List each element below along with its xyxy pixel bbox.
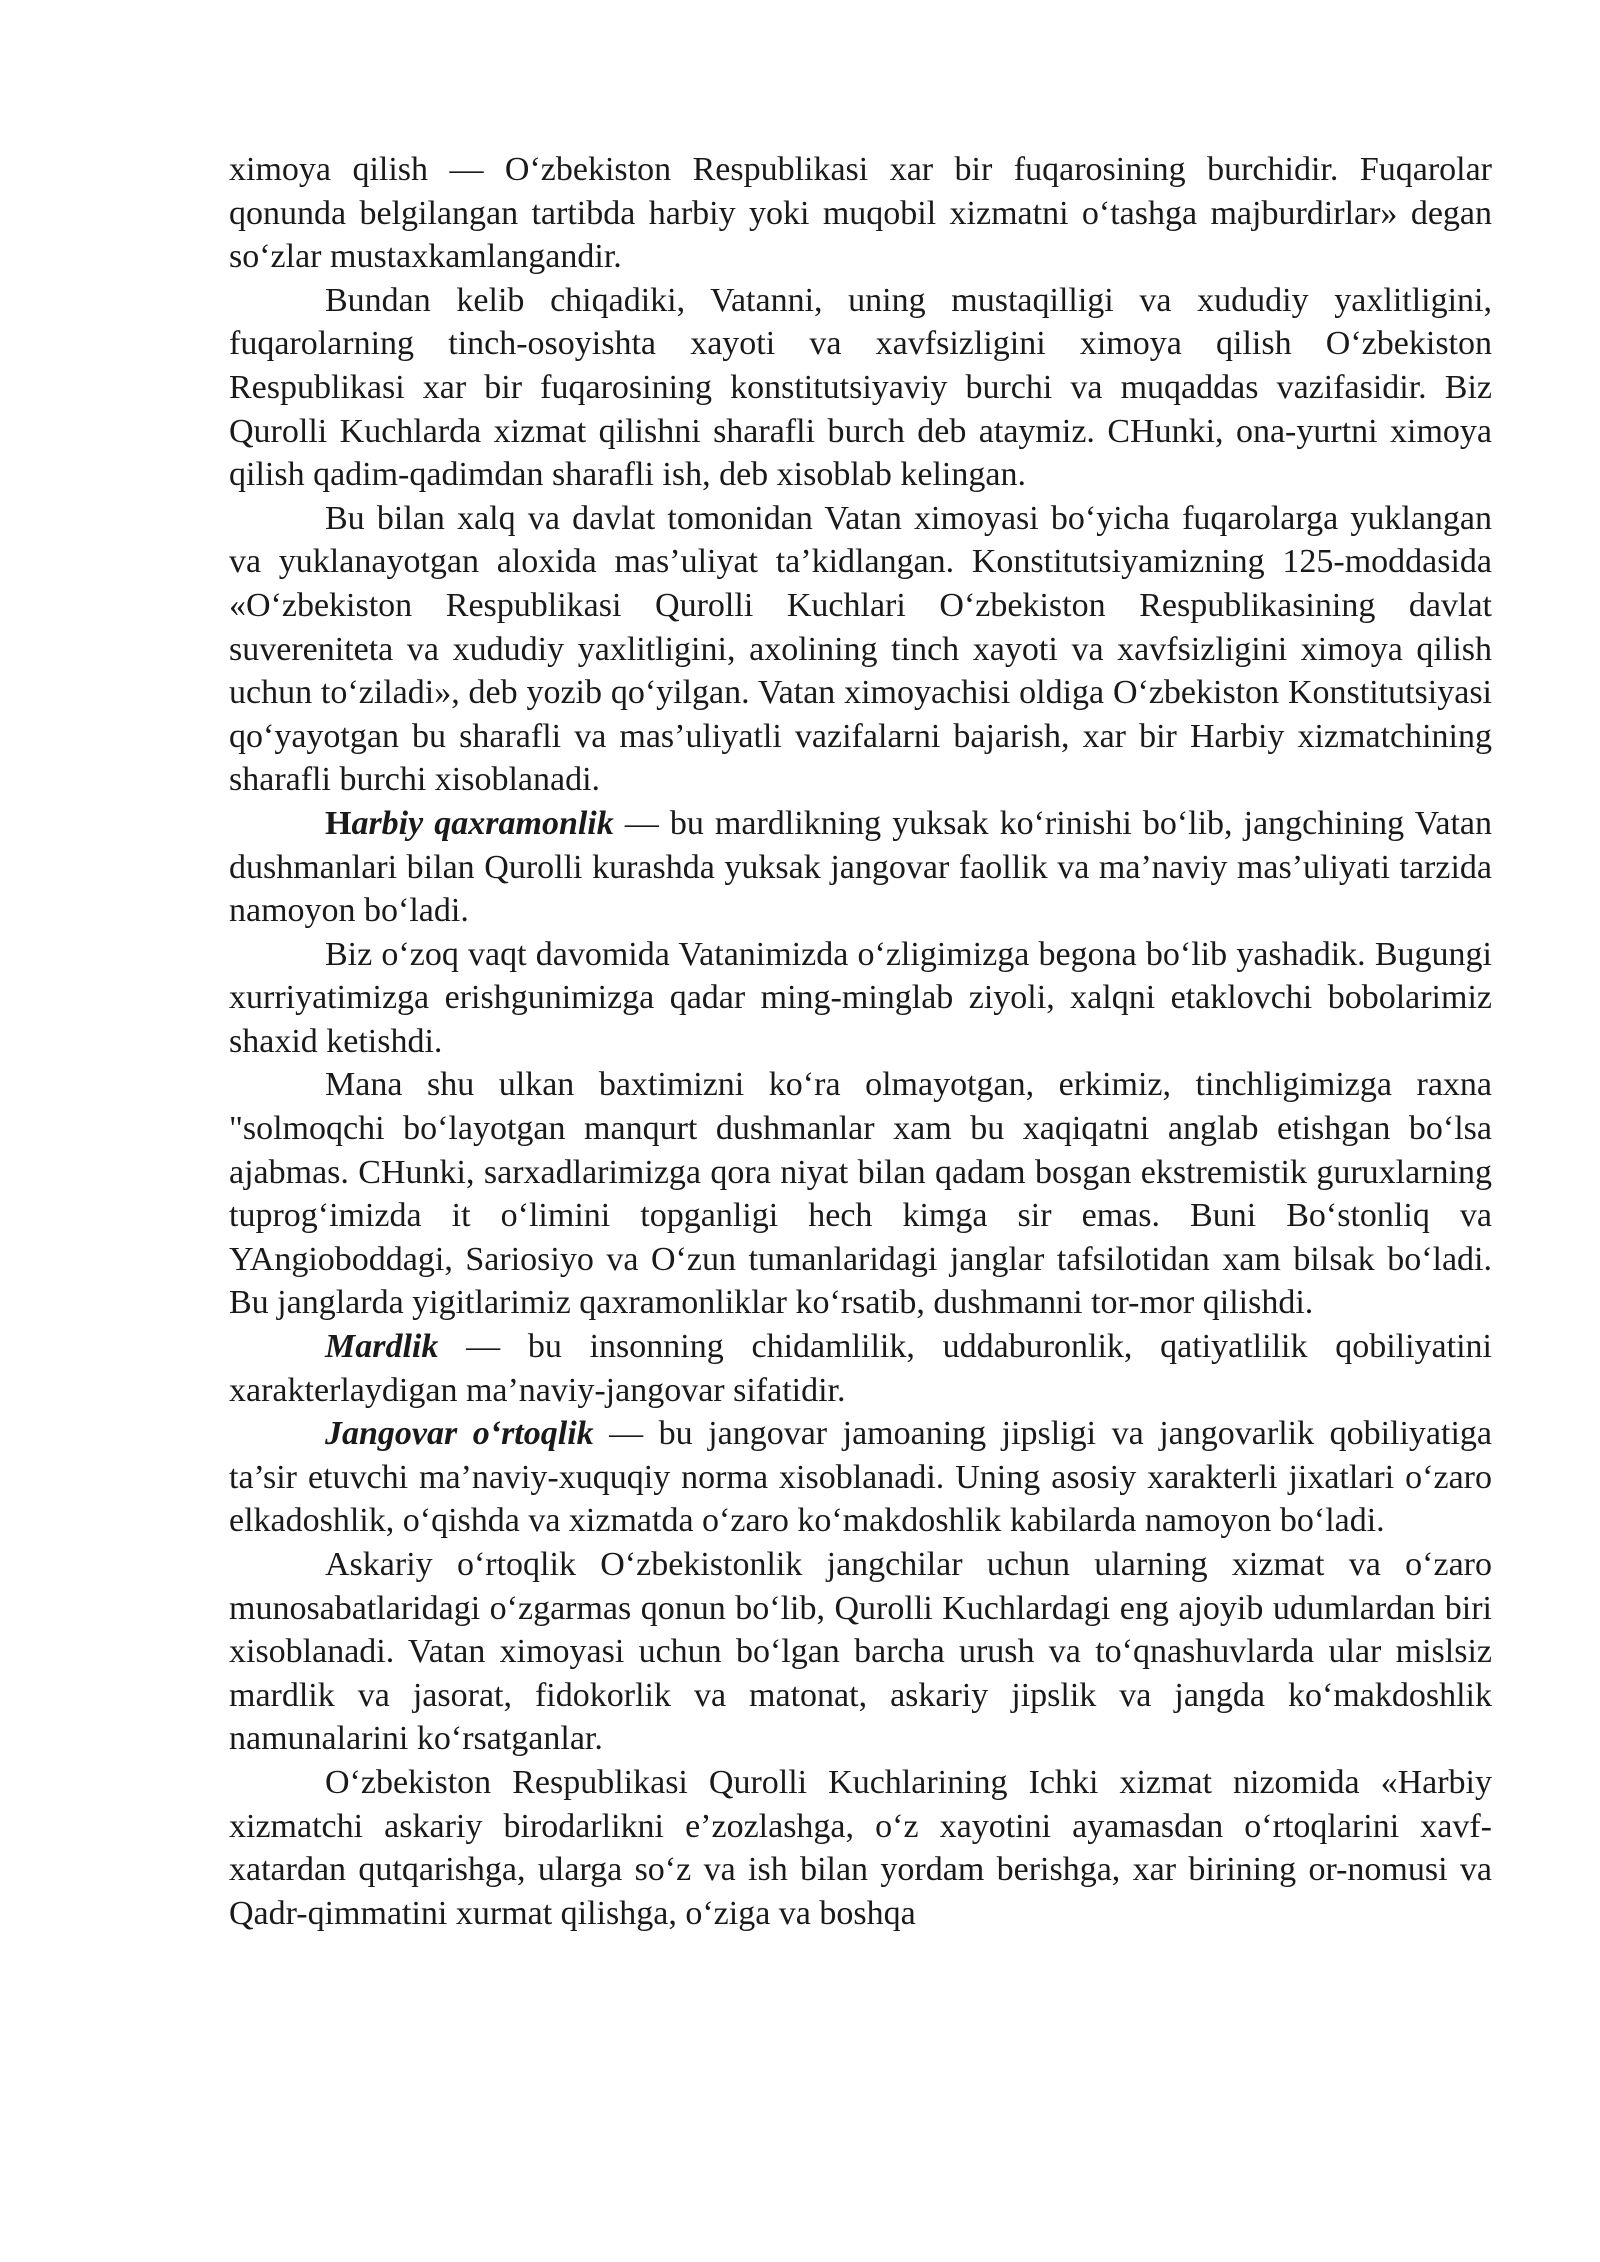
paragraph-text: — bu insonning chidamlilik, uddaburonlik, qatiyatlilik qobiliyatini xarakterlaydigan ma’naviy-jangovar sifatidir. (229, 1328, 1492, 1409)
paragraph-text: Mana shu ulkan baxtimizni ko‘ra olmayotgan, erkimiz, tinchligimizga raxna "solmoqchi bo‘layotgan manqurt dushmanlar xam bu xaqiqatni anglab etishgan bo‘lsa ajabmas. CHunki, sarxadlarimizga qora niyat bilan qadam bosgan ekstremistik guruxlarning tuprog‘imizda it o‘limini topganligi hech kimga sir emas. Buni Bo‘stonliq va YAngioboddagi, Sariosiyo va O‘zun tumanlaridagi janglar tafsilotidan xam bilsak bo‘ladi. Bu janglarda yigitlarimiz qaxramonliklar ko‘rsatib, dushmanni tor-mor qilishdi. (229, 1066, 1492, 1322)
paragraph-text: Askariy o‘rtoqlik O‘zbekistonlik jangchilar uchun ularning xizmat va o‘zaro munosabatlaridagi o‘zgarmas qonun bo‘lib, Qurolli Kuchlardagi eng ajoyib udumlardan biri xisoblanadi. Vatan ximoyasi uchun bo‘lgan barcha urush va to‘qnashuvlarda ular mislsiz mardlik va jasorat, fidokorlik va matonat, askariy jipslik va jangda ko‘makdoshlik namunalarini ko‘rsatganlar. (229, 1546, 1492, 1758)
paragraph-text: Bu bilan xalq va davlat tomonidan Vatan ximoyasi bo‘yicha fuqarolarga yuklangan va yuklanayotgan aloxida mas’uliyat ta’kidlangan. Konstitutsiyamizning 125-moddasida «O‘zbekiston Respublikasi Qurolli Kuchlari O‘zbekiston Respublikasining davlat suvereniteta va xududiy yaxlitligini, axolining tinch xayoti va xavfsizligini ximoya qilish uchun to‘ziladi», deb yozib qo‘yilgan. Vatan ximoyachisi oldiga O‘zbekiston Konstitutsiyasi qo‘yayotgan bu sharafli va mas’uliyatli vazifalarni bajarish, xar bir Harbiy xizmatchining sharafli burchi xisoblanadi. (229, 499, 1492, 799)
term-mardlik: Mardlik (325, 1328, 439, 1366)
paragraph-text: — bu jangovar jamoaning jipsligi va jangovarlik qobiliyatiga ta’sir etuvchi ma’naviy-xuquqiy norma xisoblanadi. Uning asosiy xarakterli jixatlari o‘zaro elkadoshlik, o‘qishda va xizmatda o‘zaro ko‘makdoshlik kabilarda namoyon bo‘ladi. (229, 1415, 1493, 1540)
paragraph-6 (229, 1063, 1492, 1325)
paragraph-text: Bundan kelib chiqadiki, Vatanni, uning mustaqilligi va xududiy yaxlitligini, fuqarolarning tinch-osoyishta xayoti va xavfsizligini ximoya qilish O‘zbekiston Respublikasi xar bir fuqarosining konstitutsiyaviy burchi va muqaddas vazifasidir. Biz Qurolli Kuchlarda xizmat qilishni sharafli burch deb ataymiz. CHunki, ona-yurtni ximoya qilish qadim-qadimdan sharafli ish, deb xisoblab kelingan. (229, 281, 1492, 494)
paragraph-1 (229, 148, 1492, 279)
paragraph-2 (229, 279, 1492, 497)
paragraph-text: Biz o‘zoq vaqt davomida Vatanimizda o‘zligimizga begona bo‘lib yashadik. Bugungi xurriyatimizga erishgunimizga qadar ming-minglab ziyoli, xalqni etaklovchi bobolarimiz shaxid ketishdi. (229, 935, 1492, 1060)
paragraph-9 (229, 1543, 1492, 1761)
paragraph-4 (229, 802, 1492, 933)
paragraph-8 (229, 1412, 1492, 1543)
term-harbiy-qaxramonlik (325, 805, 614, 842)
paragraph-7 (229, 1325, 1492, 1412)
paragraph-10 (229, 1761, 1492, 1935)
paragraph-text: — bu mardlikning yuksak ko‘rinishi bo‘lib, jangchining Vatan dushmanlari bilan Qurolli kurashda yuksak jangovar faollik va ma’naviy mas’uliyati tarzida namoyon bo‘ladi. (229, 804, 1492, 930)
term-rest: arbiy qaxramonlik (351, 804, 614, 842)
term-jangovar-ortoqlik: Jangovar o‘rtoqlik (325, 1415, 594, 1453)
paragraph-text: O‘zbekiston Respublikasi Qurolli Kuchlarining Ichki xizmat nizomida «Harbiy xizmatchi askariy birodarlikni e’zozlashga, o‘z xayotini ayamasdan o‘rtoqlarini xavf-xatardan qutqarishga, ularga so‘z va ish bilan yordam berishga, xar birining or-nomusi va Qadr-qimmatini xurmat qilishga, o‘ziga va boshqa (229, 1763, 1492, 1932)
term-initial: H (325, 804, 352, 842)
paragraph-text: ximoya qilish — O‘zbekiston Respublikasi xar bir fuqarosining burchidir. Fuqarolar qonunda belgilangan tartibda harbiy yoki muqobil xizmatni o‘tashga majburdirlar» degan so‘zlar mustaxkamlangandir. (229, 151, 1492, 276)
paragraph-3 (229, 497, 1492, 802)
paragraph-5 (229, 933, 1492, 1064)
document-page (229, 148, 1492, 1935)
